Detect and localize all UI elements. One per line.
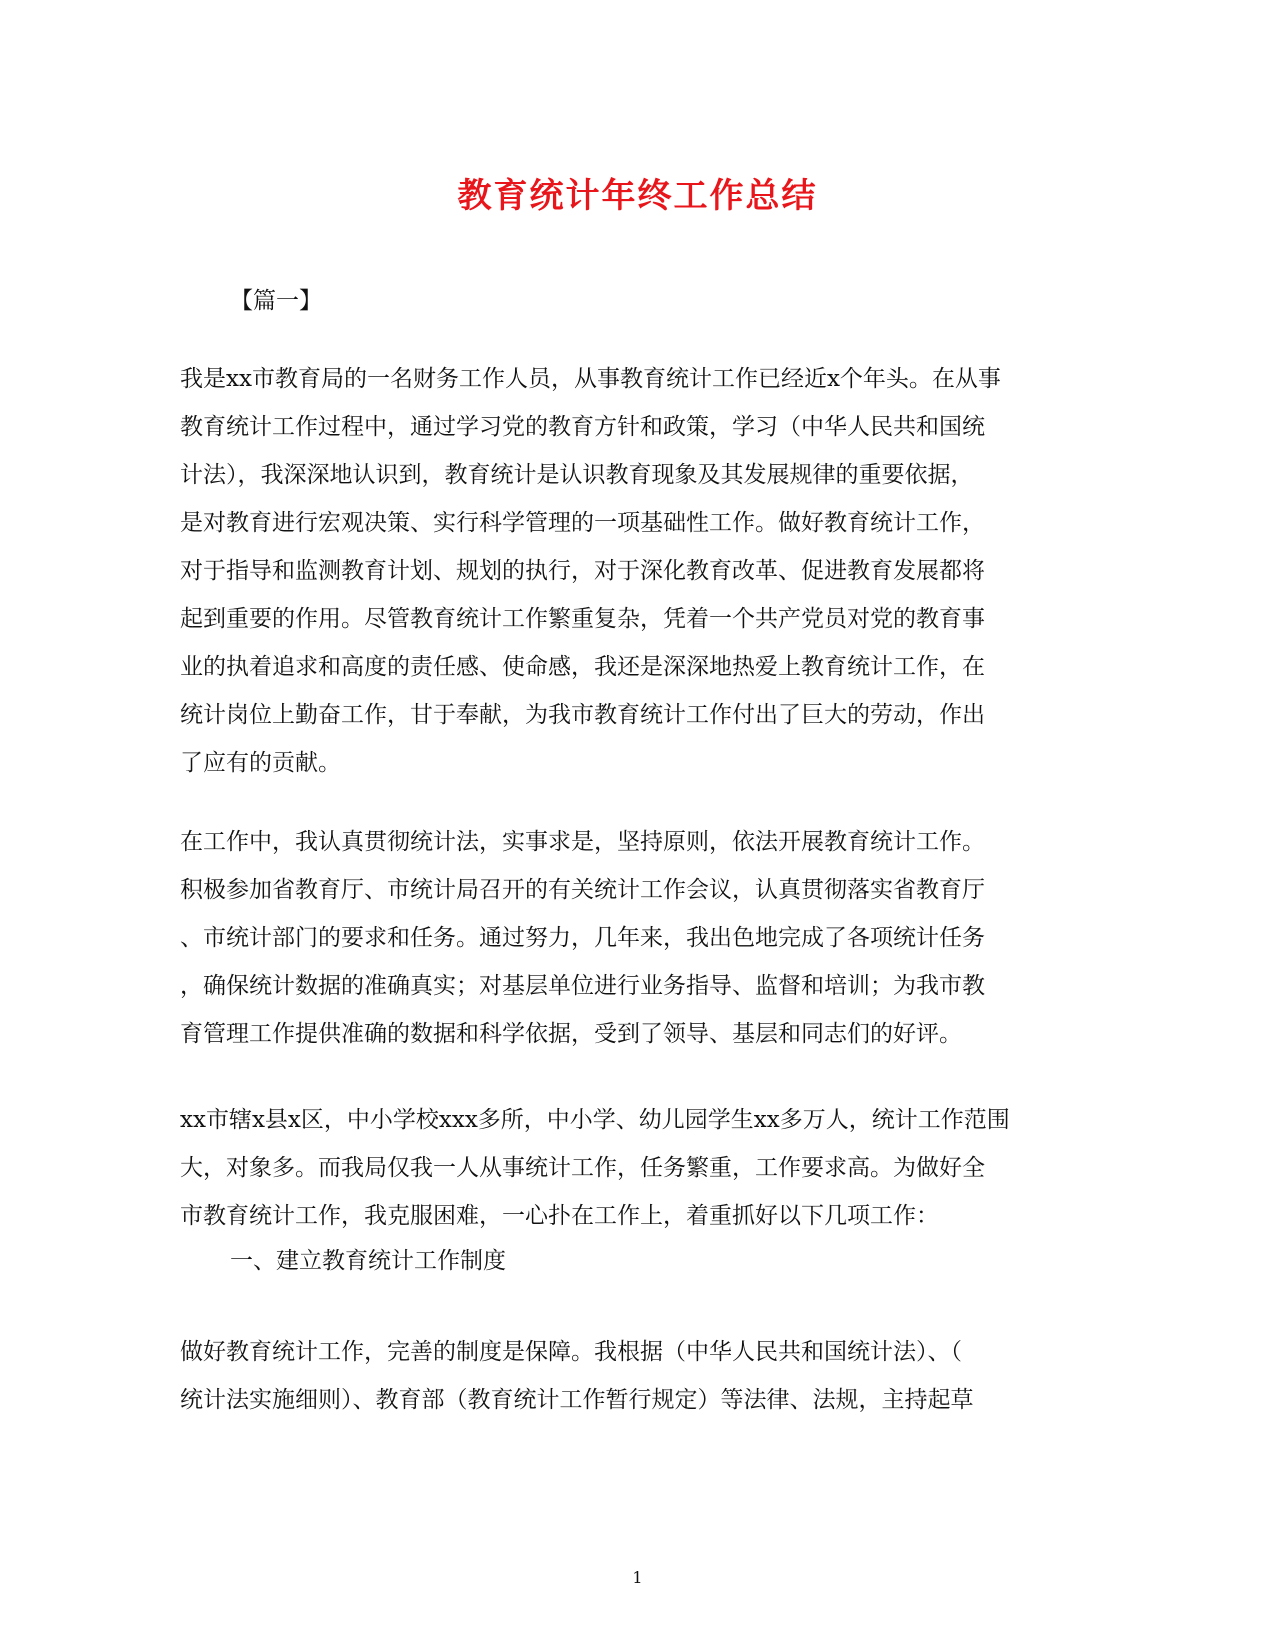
paragraph-line: 大，对象多。而我局仅我一人从事统计工作，任务繁重，工作要求高。为做好全 (180, 1155, 985, 1181)
paragraph-line: 、市统计部门的要求和任务。通过努力，几年来，我出色地完成了各项统计任务 (180, 925, 985, 951)
paragraph-line: 统计岗位上勤奋工作，甘于奉献，为我市教育统计工作付出了巨大的劳动，作出 (180, 702, 985, 728)
section-label: 【篇一】 (230, 288, 322, 314)
paragraph-line: 对于指导和监测教育计划、规划的执行，对于深化教育改革、促进教育发展都将 (180, 558, 985, 584)
paragraph-line: 业的执着追求和高度的责任感、使命感，我还是深深地热爱上教育统计工作，在 (180, 654, 985, 680)
paragraph-line: 统计法实施细则）、教育部（教育统计工作暂行规定）等法律、法规，主持起草 (180, 1387, 974, 1413)
paragraph-line: 是对教育进行宏观决策、实行科学管理的一项基础性工作。做好教育统计工作， (180, 510, 985, 536)
paragraph-line: 做好教育统计工作，完善的制度是保障。我根据（中华人民共和国统计法）、（ (180, 1339, 962, 1365)
paragraph-line: 起到重要的作用。尽管教育统计工作繁重复杂，凭着一个共产党员对党的教育事 (180, 606, 985, 632)
paragraph-line: xx市辖x县x区，中小学校xxx多所，中小学、幼儿园学生xx多万人，统计工作范围 (180, 1107, 1010, 1133)
paragraph-3 (180, 1096, 1055, 1240)
paragraph-line: 教育统计工作过程中，通过学习党的教育方针和政策，学习（中华人民共和国统 (180, 414, 985, 440)
document-title: 教育统计年终工作总结 (457, 176, 818, 216)
paragraph-2 (180, 818, 1055, 1058)
section-heading: 一、建立教育统计工作制度 (230, 1248, 506, 1274)
paragraph-line: 计法），我深深地认识到，教育统计是认识教育现象及其发展规律的重要依据， (180, 462, 974, 488)
paragraph-line: 积极参加省教育厅、市统计局召开的有关统计工作会议，认真贯彻落实省教育厅 (180, 877, 985, 903)
paragraph-line: 我是xx市教育局的一名财务工作人员，从事教育统计工作已经近x个年头。在从事 (180, 366, 1001, 392)
paragraph-line: 育管理工作提供准确的数据和科学依据，受到了领导、基层和同志们的好评。 (180, 1021, 962, 1047)
paragraph-line: 了应有的贡献。 (180, 750, 341, 776)
paragraph-1 (180, 355, 1055, 787)
paragraph-line: ，确保统计数据的准确真实；对基层单位进行业务指导、监督和培训；为我市教 (180, 973, 985, 999)
paragraph-line: 市教育统计工作，我克服困难，一心扑在工作上，着重抓好以下几项工作： (180, 1203, 939, 1229)
page-number: 1 (632, 1568, 643, 1587)
paragraph-4 (180, 1328, 1055, 1424)
paragraph-line: 在工作中，我认真贯彻统计法，实事求是，坚持原则，依法开展教育统计工作。 (180, 829, 985, 855)
